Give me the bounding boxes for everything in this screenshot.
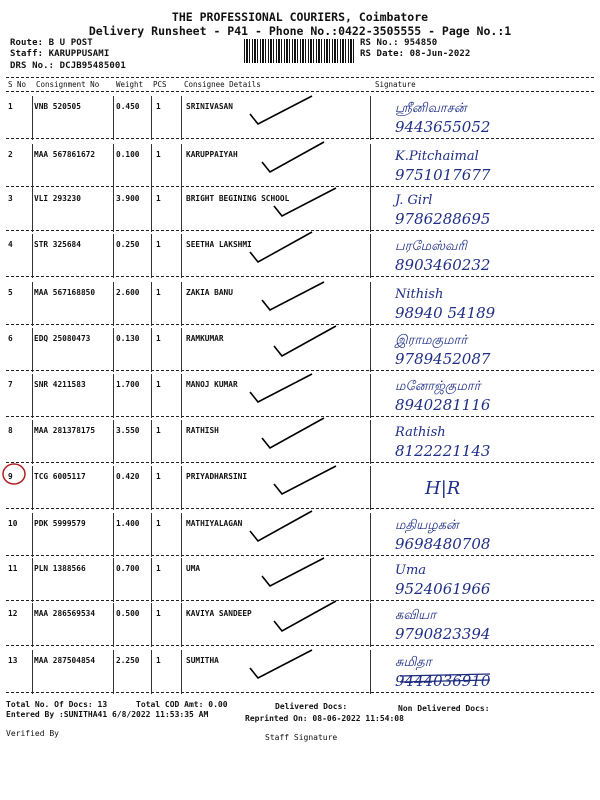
delivered-tick-icon	[274, 601, 336, 631]
signature-name: கவியா	[395, 608, 437, 623]
signature-name: மனோஜ்குமார்	[395, 379, 481, 394]
row-marks	[0, 558, 600, 602]
cell-name: RAMKUMAR	[186, 334, 224, 343]
staff-label: Staff: KARUPPUSAMI	[10, 49, 110, 59]
table-row	[0, 558, 600, 602]
col-sno: S No	[8, 80, 27, 89]
signature-phone: 8122221143	[395, 442, 491, 460]
cell-name: KAVIYA SANDEEP	[186, 609, 252, 618]
cell-sno: 9	[8, 472, 13, 481]
delivered-tick-icon	[262, 282, 324, 310]
cell-sno: 8	[8, 426, 13, 435]
cell-wt: 0.100	[116, 150, 140, 159]
cell-cons: MAA 567168850	[34, 288, 96, 297]
cell-sno: 7	[8, 380, 13, 389]
cell-cons: MAA 287504854	[34, 656, 96, 665]
cell-sno: 1	[8, 102, 13, 111]
cell-cons: STR 325684	[34, 240, 81, 249]
verified-by: Verified By	[6, 729, 59, 738]
total-cod: Total COD Amt: 0.00	[136, 700, 228, 709]
cell-cons: PLN 1388566	[34, 564, 86, 573]
delivered-tick-icon	[262, 418, 324, 448]
row-marks	[0, 282, 600, 326]
table-row	[0, 420, 600, 464]
signature-name: H|R	[425, 478, 461, 499]
non-delivered-docs: Non Delivered Docs:	[398, 704, 490, 713]
cell-sno: 4	[8, 240, 13, 249]
row-marks	[0, 466, 600, 510]
cell-cons: EDQ 25080473	[34, 334, 91, 343]
cell-name: MATHIYALAGAN	[186, 519, 243, 528]
company-title: THE PROFESSIONAL COURIERS, Coimbatore	[171, 10, 429, 24]
delivered-tick-icon	[274, 466, 336, 494]
signature-phone: 9786288695	[395, 210, 491, 228]
signature-name: K.Pitchaimal	[395, 149, 479, 164]
cell-wt: 0.700	[116, 564, 140, 573]
delivered-tick-icon	[250, 232, 312, 262]
table-row	[0, 144, 600, 188]
cell-cons: SNR 4211583	[34, 380, 86, 389]
cell-name: ZAKIA BANU	[186, 288, 233, 297]
signature-phone: 9443655052	[395, 118, 491, 136]
signature-name: J. Girl	[395, 193, 433, 208]
signature-phone: 9789452087	[395, 350, 491, 368]
runsheet-subtitle: Delivery Runsheet - P41 - Phone No.:0422-3505555 - Page No.:1	[88, 24, 512, 38]
signature-phone: 98940 54189	[395, 304, 496, 322]
cell-wt: 1.700	[116, 380, 140, 389]
signature-phone: 8940281116	[395, 396, 491, 414]
cell-name: SEETHA LAKSHMI	[186, 240, 252, 249]
delivered-tick-icon	[250, 511, 312, 541]
struck-signature-icon	[395, 656, 595, 696]
row-marks	[0, 96, 600, 140]
col-weight: Weight	[116, 80, 144, 89]
cell-sno: 3	[8, 194, 13, 203]
cell-name: SUMITHA	[186, 656, 219, 665]
cell-pcs: 1	[156, 288, 161, 297]
cell-wt: 1.400	[116, 519, 140, 528]
table-row	[0, 234, 600, 278]
cell-pcs: 1	[156, 656, 161, 665]
signature-phone: 9698480708	[395, 535, 491, 553]
signature-phone: 9751017677	[395, 166, 491, 184]
delivered-docs: Delivered Docs:	[275, 702, 348, 711]
row-marks	[0, 420, 600, 464]
cell-pcs: 1	[156, 240, 161, 249]
signature-phone: 9524061966	[395, 580, 491, 598]
signature-name: ஸ்ரீனிவாசன்	[395, 101, 467, 116]
delivered-tick-icon	[274, 326, 336, 356]
cell-cons: PDK 5999579	[34, 519, 86, 528]
cell-pcs: 1	[156, 426, 161, 435]
row-marks	[0, 234, 600, 278]
signature-name: Rathish	[395, 425, 446, 440]
table-row	[0, 328, 600, 372]
signature-name: Uma	[395, 563, 427, 578]
cell-pcs: 1	[156, 519, 161, 528]
cell-cons: MAA 567861672	[34, 150, 96, 159]
cell-sno: 2	[8, 150, 13, 159]
cell-pcs: 1	[156, 334, 161, 343]
row-marks	[0, 188, 600, 232]
cell-wt: 0.450	[116, 102, 140, 111]
cell-pcs: 1	[156, 102, 161, 111]
staff-signature: Staff Signature	[265, 733, 338, 742]
table-row	[0, 188, 600, 232]
cell-pcs: 1	[156, 194, 161, 203]
cell-name: UMA	[186, 564, 201, 573]
cell-cons: MAA 281378175	[34, 426, 96, 435]
cell-cons: VNB 520505	[34, 102, 81, 111]
cell-name: KARUPPAIYAH	[186, 150, 238, 159]
cell-wt: 3.550	[116, 426, 140, 435]
table-row	[0, 466, 600, 510]
cell-pcs: 1	[156, 150, 161, 159]
route-label: Route: B U POST	[10, 38, 93, 48]
table-row	[0, 603, 600, 647]
cell-wt: 2.250	[116, 656, 140, 665]
signature-phone: 9790823394	[395, 625, 491, 643]
cell-sno: 11	[8, 564, 18, 573]
cell-wt: 2.600	[116, 288, 140, 297]
col-consignee: Consignee Details	[184, 80, 261, 89]
cell-wt: 0.420	[116, 472, 140, 481]
row-marks	[0, 144, 600, 188]
signature-name: மதியழகன்	[395, 518, 459, 533]
col-pcs: PCS	[153, 80, 167, 89]
reprinted-on: Reprinted On: 08-06-2022 11:54:08	[245, 714, 404, 723]
delivered-tick-icon	[262, 558, 324, 586]
signature-phone: 8903460232	[395, 256, 491, 274]
cell-pcs: 1	[156, 609, 161, 618]
row-marks	[0, 374, 600, 418]
rs-number: RS No.: 954850	[360, 38, 438, 48]
signature-phone: 9444036910	[395, 672, 491, 690]
cell-name: MANOJ KUMAR	[186, 380, 238, 389]
cell-name: PRIYADHARSINI	[186, 472, 248, 481]
circled-mark-icon	[0, 460, 40, 490]
cell-wt: 3.900	[116, 194, 140, 203]
cell-sno: 10	[8, 519, 18, 528]
rs-date: RS Date: 08-Jun-2022	[360, 49, 471, 59]
cell-pcs: 1	[156, 472, 161, 481]
table-row	[0, 96, 600, 140]
table-row	[0, 282, 600, 326]
cell-wt: 0.500	[116, 609, 140, 618]
table-row	[0, 374, 600, 418]
delivered-tick-icon	[262, 142, 324, 172]
cell-cons: TCG 6005117	[34, 472, 86, 481]
row-marks	[0, 603, 600, 647]
cell-name: RATHISH	[186, 426, 219, 435]
col-signature: Signature	[375, 80, 416, 89]
signature-name: பரமேஸ்வரி	[395, 239, 467, 254]
cell-sno: 12	[8, 609, 18, 618]
cell-pcs: 1	[156, 380, 161, 389]
cell-sno: 13	[8, 656, 18, 665]
delivered-tick-icon	[274, 188, 336, 216]
cell-name: SRINIVASAN	[186, 102, 233, 111]
cell-wt: 0.130	[116, 334, 140, 343]
signature-name: சுமிதா	[395, 655, 432, 670]
drs-number: DRS No.: DCJB95485001	[10, 61, 126, 71]
cell-pcs: 1	[156, 564, 161, 573]
delivered-tick-icon	[250, 96, 312, 124]
total-docs: Total No. Of Docs: 13	[6, 700, 108, 709]
signature-name: Nithish	[395, 287, 444, 302]
col-consignment: Consignment No	[36, 80, 100, 89]
delivered-tick-icon	[250, 650, 312, 678]
cell-sno: 5	[8, 288, 13, 297]
row-marks	[0, 513, 600, 557]
entered-by: Entered By :SUNITHA41 6/8/2022 11:53:35 AM	[6, 710, 209, 719]
cell-name: BRIGHT BEGINING SCHOOL	[186, 194, 290, 203]
cell-wt: 0.250	[116, 240, 140, 249]
cell-sno: 6	[8, 334, 13, 343]
delivered-tick-icon	[250, 374, 312, 402]
cell-cons: VLI 293230	[34, 194, 81, 203]
table-row	[0, 513, 600, 557]
cell-cons: MAA 286569534	[34, 609, 96, 618]
signature-name: இராமகுமார்	[395, 333, 468, 348]
row-marks	[0, 328, 600, 372]
